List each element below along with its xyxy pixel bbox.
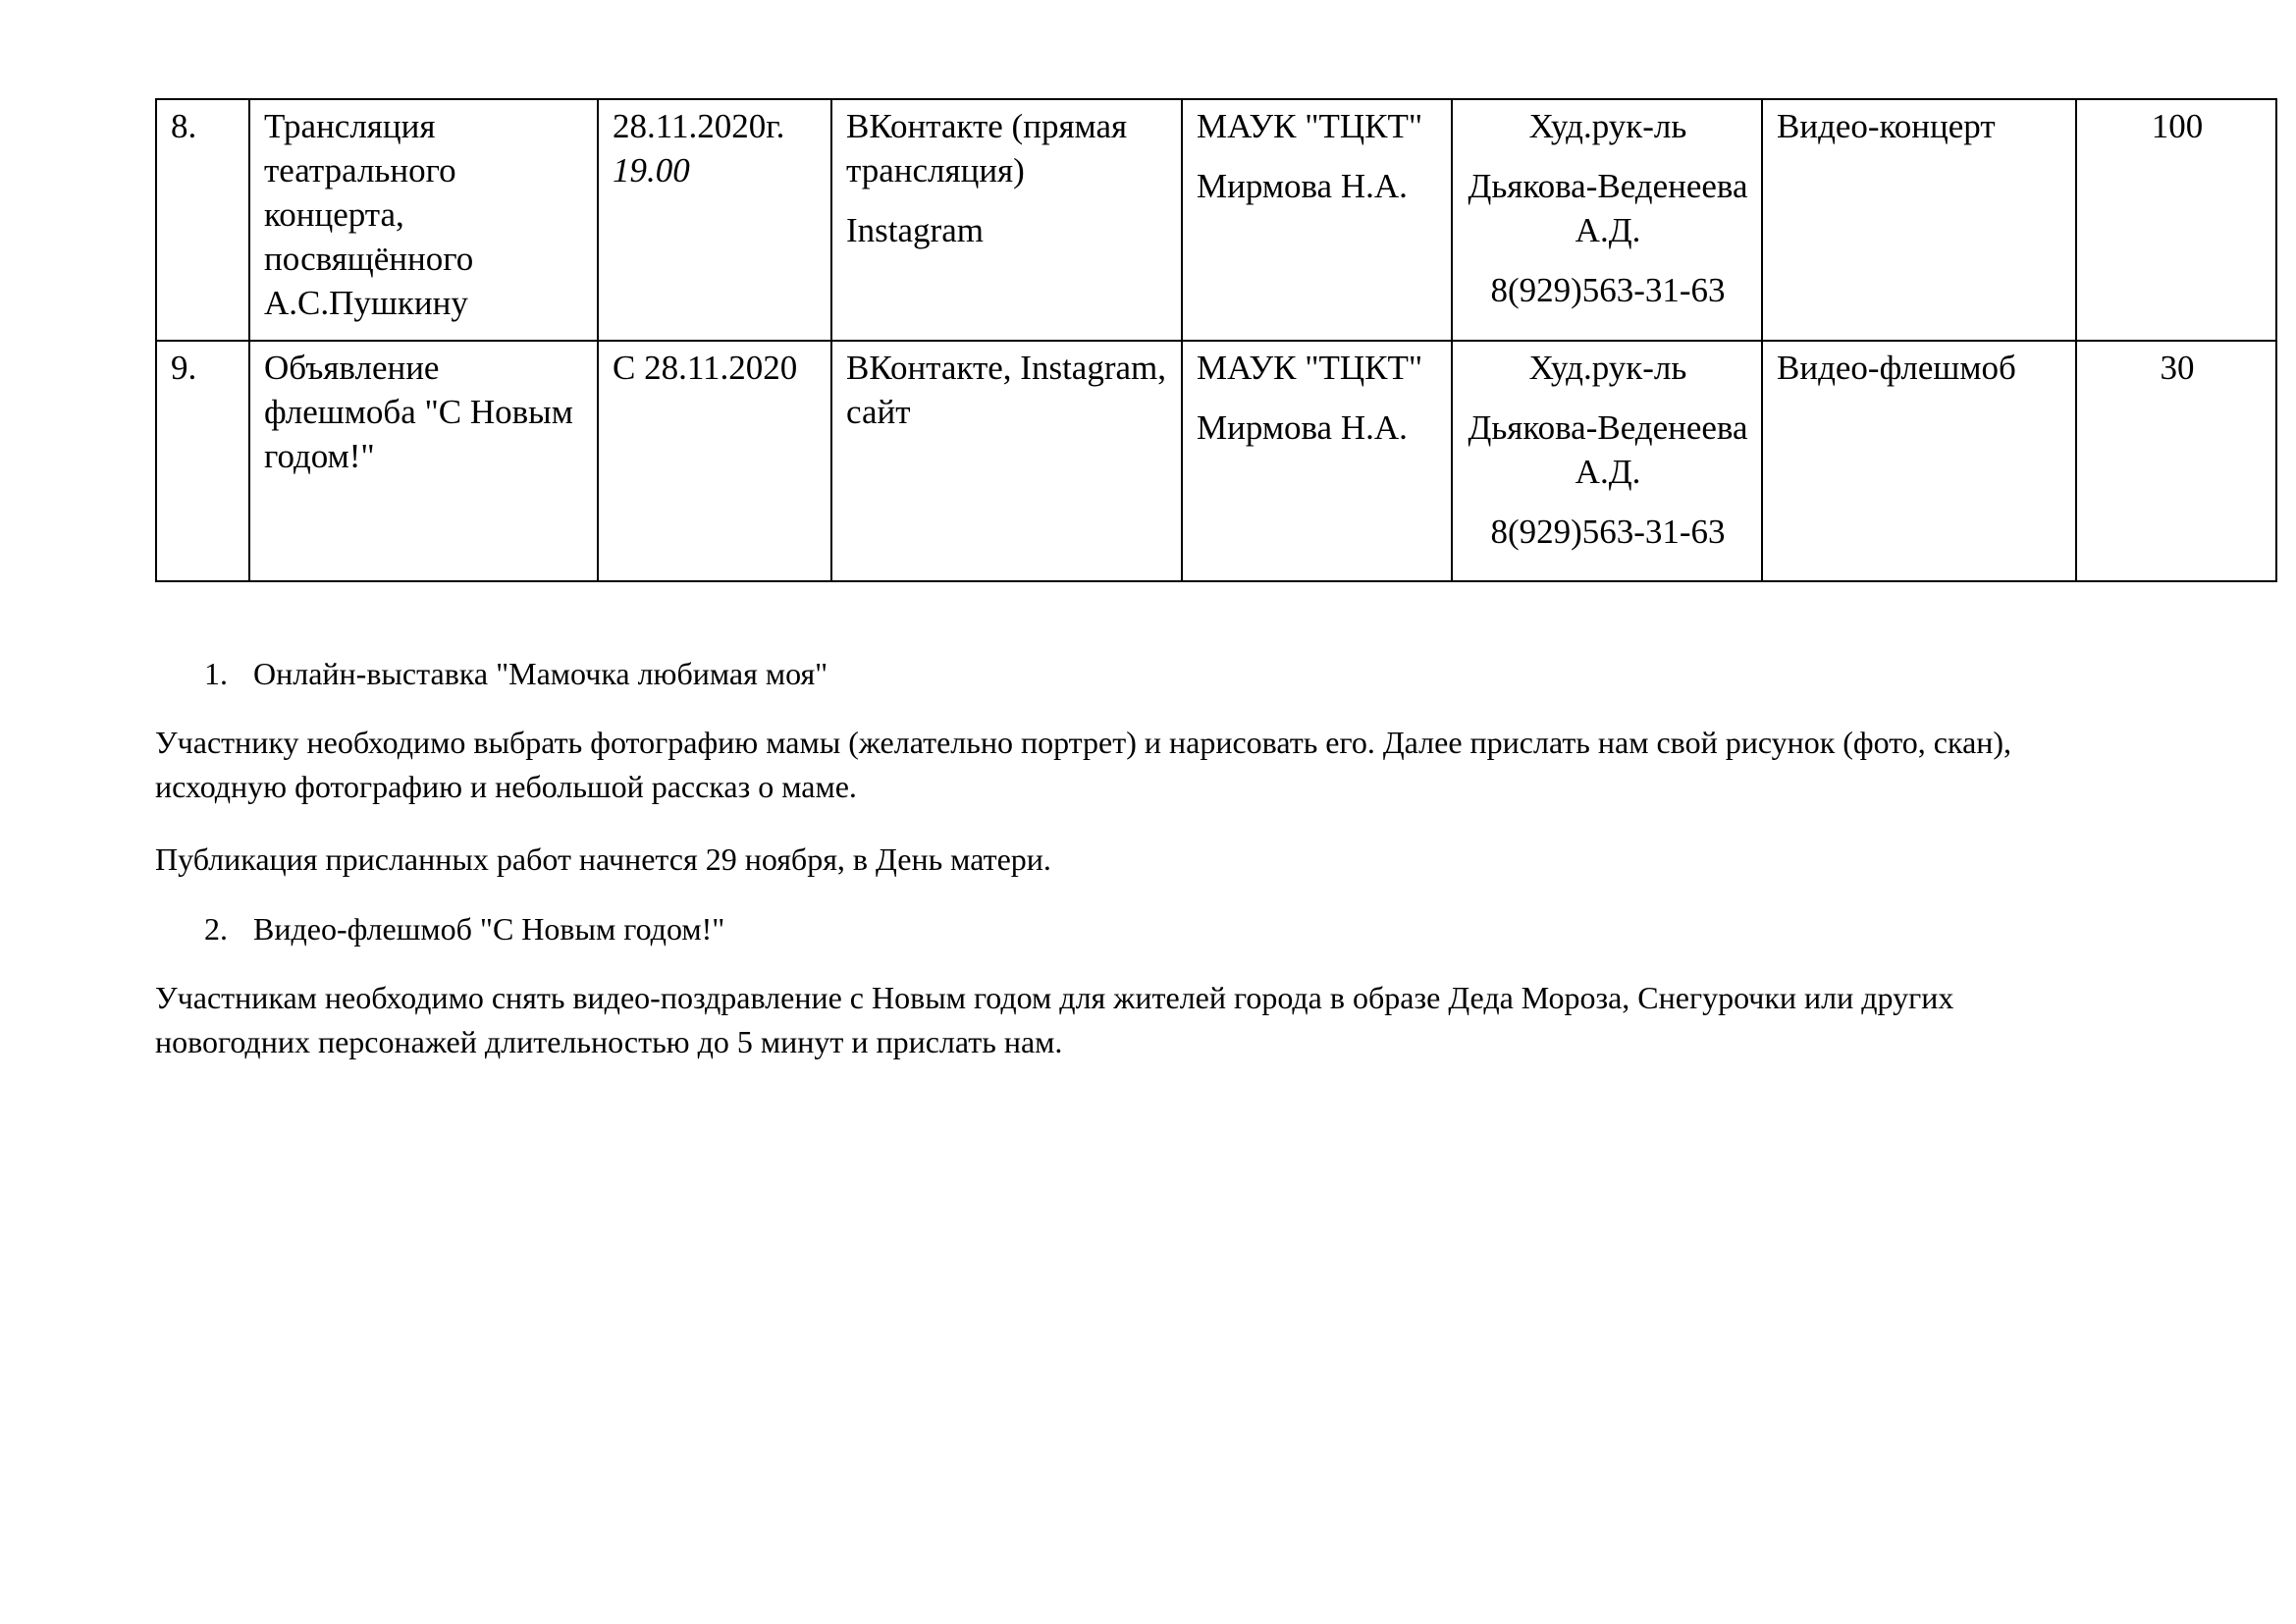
event-platform: ВКонтакте (прямая трансляция): [846, 107, 1128, 189]
event-format: Видео-флешмоб: [1777, 349, 2016, 387]
paragraph-line: Публикация присланных работ начнется 29 ноября, в День матери.: [155, 841, 1051, 877]
item-number: 2.: [204, 911, 228, 947]
item-heading: Видео-флешмоб "С Новым годом!": [253, 911, 725, 947]
numbered-item: [204, 907, 2069, 951]
event-format: Видео-концерт: [1777, 107, 1996, 145]
event-organizer-cell: [1182, 99, 1452, 341]
table-row: [156, 341, 2276, 581]
event-format-cell: [1762, 341, 2076, 581]
responsible-phone: 8(929)563-31-63: [1490, 513, 1726, 551]
event-title: Трансляция театрального концерта, посвящённого А.С.Пушкину: [264, 107, 474, 322]
paragraph: [155, 721, 2158, 809]
responsible-phone: 8(929)563-31-63: [1490, 271, 1726, 309]
row-number: 8.: [171, 107, 197, 145]
paragraph-line: Участнику необходимо выбрать фотографию мамы (желательно портрет) и нарисовать его. Далее прислать нам свой рисунок (фото, скан),: [155, 725, 2012, 760]
event-date: С 28.11.2020: [613, 349, 798, 387]
event-platform-secondary: Instagram: [846, 211, 984, 249]
event-organizer-person: Мирмова Н.А.: [1197, 167, 1408, 205]
paragraph-line: исходную фотографию и небольшой рассказ о маме.: [155, 769, 857, 804]
paragraph-line: Участникам необходимо снять видео-поздравление с Новым годом для жителей города в образе Деда Мороза, Снегурочки или других: [155, 980, 1954, 1015]
event-count-cell: [2076, 99, 2276, 341]
row-number: 9.: [171, 349, 197, 387]
event-platform-cell: [831, 341, 1182, 581]
event-date: 28.11.2020г.: [613, 107, 785, 145]
item-number: 1.: [204, 656, 228, 691]
responsible-title: Худ.рук-ль: [1528, 349, 1687, 387]
responsible-title: Худ.рук-ль: [1528, 107, 1687, 145]
event-organizer: МАУК "ТЦКТ": [1197, 107, 1423, 145]
row-number-cell: [156, 99, 249, 341]
event-organizer-cell: [1182, 341, 1452, 581]
event-count-cell: [2076, 341, 2276, 581]
event-responsible-cell: [1452, 99, 1762, 341]
event-date-cell: [598, 341, 831, 581]
event-title-cell: [249, 341, 598, 581]
paragraph: [155, 838, 2158, 882]
event-title-cell: [249, 99, 598, 341]
event-time: 19.00: [613, 151, 690, 189]
table-row: [156, 99, 2276, 341]
event-platform: ВКонтакте, Instagram, сайт: [846, 349, 1167, 431]
events-table: [155, 98, 2277, 582]
event-organizer-person: Мирмова Н.А.: [1197, 408, 1408, 447]
event-count: 30: [2160, 349, 2195, 387]
event-count: 100: [2151, 107, 2204, 145]
responsible-name: Дьякова-Веденеева А.Д.: [1468, 167, 1748, 249]
event-responsible-cell: [1452, 341, 1762, 581]
row-number-cell: [156, 341, 249, 581]
paragraph-line: новогодних персонажей длительностью до 5 минут и прислать нам.: [155, 1024, 1063, 1059]
event-date-cell: [598, 99, 831, 341]
event-organizer: МАУК "ТЦКТ": [1197, 349, 1423, 387]
responsible-name: Дьякова-Веденеева А.Д.: [1468, 408, 1748, 491]
event-platform-cell: [831, 99, 1182, 341]
event-format-cell: [1762, 99, 2076, 341]
numbered-item: [204, 652, 2069, 696]
item-heading: Онлайн-выставка "Мамочка любимая моя": [253, 656, 828, 691]
event-title: Объявление флешмоба "С Новым годом!": [264, 349, 573, 475]
paragraph: [155, 976, 2158, 1064]
